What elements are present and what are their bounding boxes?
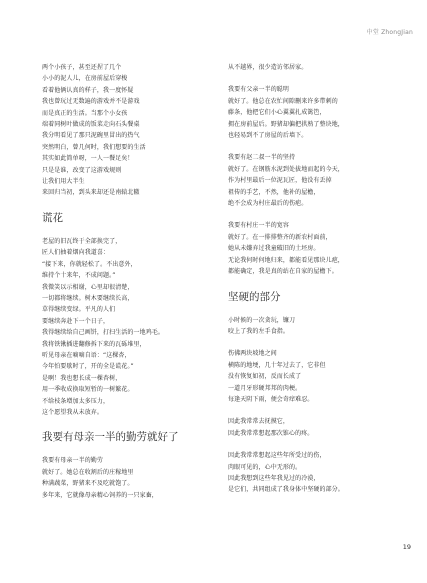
poem-line: 只是是谁，改变了这游戏规则: [42, 166, 122, 174]
poem-line: 就好了。他总在农忙间隙删来许多带刺的: [228, 97, 338, 105]
poem-line: 我要有母亲一半的勤劳: [42, 457, 104, 465]
poem-line: “接下来，你就轻松了。不出意外，: [42, 260, 137, 268]
stanza: [228, 62, 398, 73]
poem-line: 伤佛两块坡地之间: [228, 350, 277, 358]
stanza: [228, 416, 398, 439]
poem-line: 就好了。在一排排整齐的新农村面前，: [228, 233, 332, 241]
stanza: [228, 84, 398, 141]
poem-line: 因此我常常去抚摸它，: [228, 418, 290, 426]
poem-line: 我要有赵二叔一半的坚持: [228, 154, 296, 162]
poem-line: 我得继续给自己画饼，打扫生活的一地鸡毛。: [42, 329, 165, 337]
poem-line: 每逢天阴下雨，便会奇痒难忍。: [228, 395, 314, 403]
poem-line: 老屋的旧瓦终于全部换完了，: [42, 237, 122, 245]
poem-line: 因此我常常想起那次锥心的疼。: [228, 429, 314, 437]
poem-line: 多年来，它就像母亲精心饲养的一只家畜，: [42, 491, 158, 499]
poem-line: 我微笑以示相谢，心里却很清楚，: [42, 283, 134, 291]
poem-line: 小小的泥人儿，在房前屋后穿梭: [42, 75, 128, 83]
poem-line: 她从未嫌弃过我童破旧的土坯房。: [228, 245, 320, 253]
poem-line: 突然明白，曾几何时，我们想要的生活: [42, 143, 146, 151]
poem-line: 让我们用大半生: [42, 178, 85, 186]
poem-line: 端着同树叶做成的饭菜走向石头餐桌: [42, 121, 140, 129]
poem-line: 因此我想到这些年我见过的冷漠，: [228, 474, 320, 482]
poem-line: 草得继续变绿。平凡的人们: [42, 306, 116, 314]
poem-line: 肉眼可见的，心中无形的。: [228, 463, 302, 471]
page-number: 19: [402, 543, 411, 551]
poem-line: 就好了。在钢筋水泥到处拔地而起的今天，: [228, 165, 344, 173]
stanza: [42, 455, 212, 501]
poem-line: 因此我常常想起这些年所受过的伤，: [228, 452, 326, 460]
poem-line: 其实如此简单呀，一人一餐足矣！: [42, 155, 134, 163]
stanza: [228, 315, 398, 338]
stanza: [228, 348, 398, 405]
poem-line: 咬上了我的左手食指。: [228, 327, 290, 335]
poem-line: 是它们，共同组成了我身体中坚硬的部分。: [228, 486, 344, 494]
poem-line: 没有恢复如初，反而长成了: [228, 373, 302, 381]
poem-line: 来回归当初，到头来却还是南辕北辙: [42, 189, 140, 197]
stanza: [228, 450, 398, 496]
stanza: [228, 152, 398, 209]
poem-line: 我分明看见了那只泥碗里冒出的热气: [42, 132, 140, 140]
poem-line: 拥在房前屋后。野猪却偏把拱熟了整块地，: [228, 120, 344, 128]
poem-line: 一道月牙形硬邦邦的肉梗。: [228, 384, 302, 392]
poem-line: 小时候的一次贪玩，镰刀: [228, 316, 296, 324]
poem-line: 作为村里最后一位泥瓦匠，他没有丢掉: [228, 177, 332, 185]
poem-line: 我要有村庄一半的宽容: [228, 222, 290, 230]
poem-line: 看着他俩认真的样子，我一度怀疑: [42, 86, 134, 94]
poem-line: 用一季收成换取短暂的一树繁花。: [42, 386, 134, 394]
poem-line: 两个小孩子，甚至还捏了几个: [42, 64, 122, 71]
poem-line: 今年怕要歇时了，开的全是谎花。”: [42, 363, 134, 371]
running-header: 中堂 ZhongJian: [366, 29, 413, 36]
poem-line: 我将铁锹插进翻修拆下来的瓦砾堆里，: [42, 340, 146, 348]
poem-title: 我要有母亲一半的勤劳就好了: [42, 431, 179, 444]
poem-line: 听见母亲在嘀嘀自语：“这棵杏，: [42, 351, 131, 359]
poem-line: 是啊！我也想长成一棵杏树，: [42, 374, 122, 382]
poem-line: 这个愿望我从未放弃。: [42, 408, 104, 416]
poem-line: 祖传的手艺，不然，他补的屋檐，: [228, 188, 320, 196]
poem-line: 藤条，他把它们小心翼翼扎成篱笆，: [228, 109, 326, 117]
poem-line: 我要有父亲一半的聪明: [228, 86, 290, 94]
poem-line: 维持个十来年，不成问题。”: [42, 272, 116, 280]
stanza: [228, 220, 398, 277]
poem-line: 我也曾玩过无数遍的游戏并不是游戏: [42, 98, 140, 106]
poem-title: 谎花: [42, 211, 63, 224]
poem-line: 从不越界，很少造访邻居家。: [228, 64, 308, 71]
right-column: [228, 62, 398, 507]
poem-line: 绝不会成为村庄最后的伤疤。: [228, 200, 308, 208]
poem-line: 也轻易到不了房屋的后墙下。: [228, 132, 308, 140]
poem-line: 不给枝条增加太多压力，: [42, 397, 110, 405]
poem-line: 要继续奔赴下一个日子，: [42, 317, 110, 325]
poem-line: 就好了。她总在收割后的庄稼地里: [42, 468, 134, 476]
poem-line: 匠人们抽着烟向我道喜：: [42, 249, 110, 257]
poem-line: 无论我何时何地归来，都能看见那块儿疤，: [228, 256, 344, 264]
poem-line: 都能确定，我是真的站在自家的屋檐下。: [228, 268, 338, 276]
poem-line: 种满蔬菜，野猪来不及吃就饱了。: [42, 480, 134, 488]
stanza: [42, 62, 212, 199]
stanza: [42, 236, 212, 419]
poem-title: 坚硬的部分: [228, 290, 281, 303]
poem-line: 而是真正的生活。当那个小女孩: [42, 109, 128, 117]
poem-line: 一切都将继续。树木要继续长高，: [42, 294, 134, 302]
poem-line: 横陈的地埂，几十年过去了，它非但: [228, 361, 326, 369]
left-column: [42, 62, 212, 512]
